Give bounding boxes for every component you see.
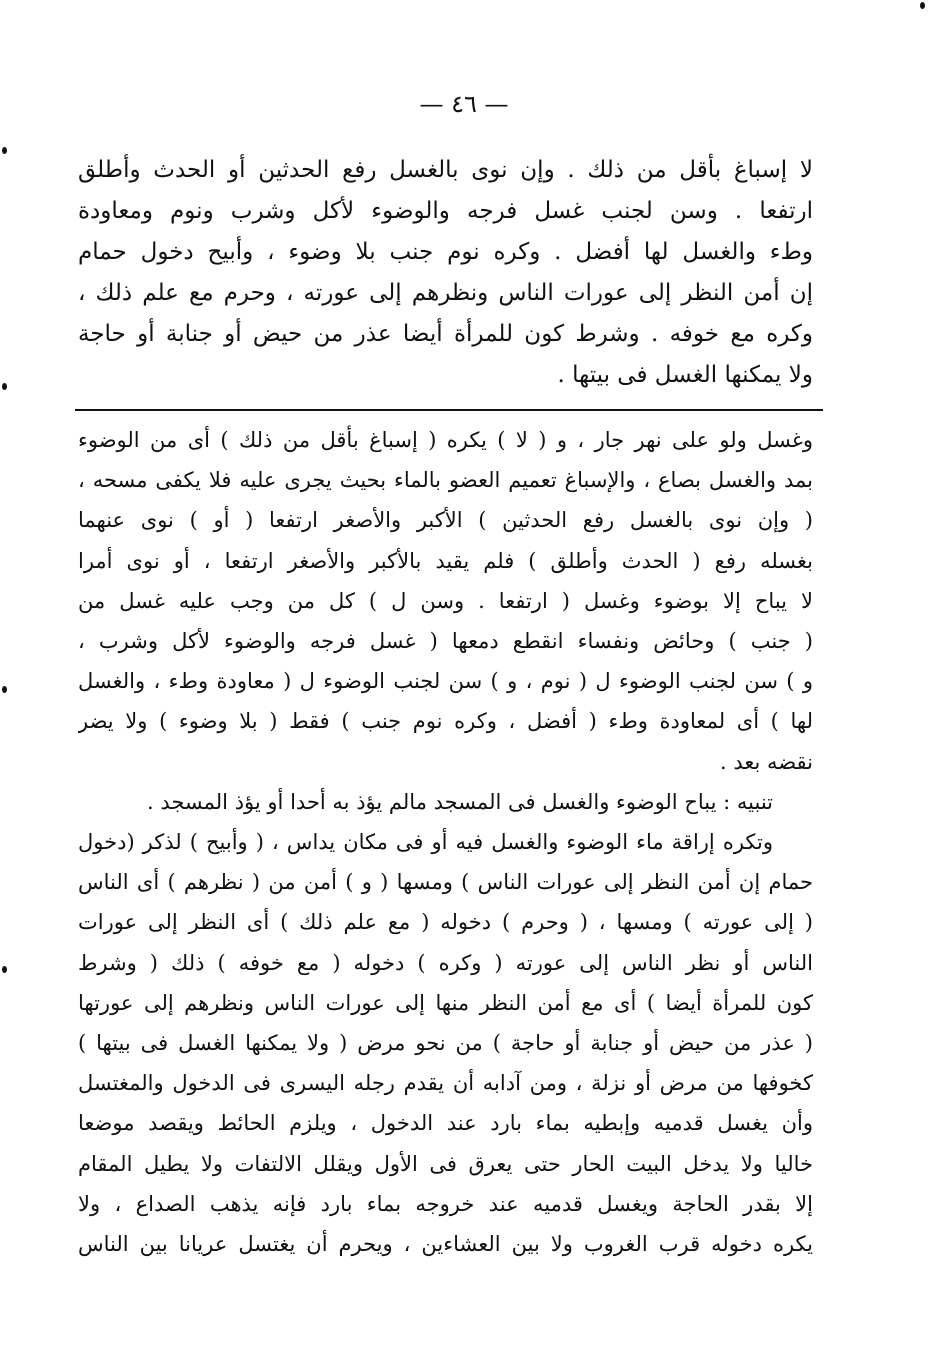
main-text-line: وطء والغسل لها أفضل . وكره نوم جنب بلا وضوء ، وأبيح دخول حمام	[78, 239, 813, 265]
commentary-line: وأن يغسل قدميه وإبطيه بماء بارد عند الدخول ، ويلزم الحائط ويقصد موضعا	[78, 1111, 813, 1136]
page-number: — ٤٦ —	[419, 90, 509, 118]
commentary-line: نقضه بعد .	[720, 749, 813, 774]
main-text-line: إن أمن النظر إلى عورات الناس ونظرهم إلى عورته ، وحرم مع علم ذلك ،	[78, 280, 813, 306]
commentary-line: خاليا ولا يدخل البيت الحار حتى يعرق فى الأول ويقلل الالتفات ولا يطيل المقام	[78, 1151, 813, 1176]
commentary-line: حمام إن أمن النظر إلى عورات الناس ) ومسها ( و ) أمن من ( نظرهم ) أى الناس	[78, 870, 813, 895]
commentary-line: و ) سن لجنب الوضوء ل ( نوم ، و ) سن لجنب الوضوء ل ( معاودة وطء ، والغسل	[78, 669, 813, 694]
main-text-line: وكره مع خوفه . وشرط كون للمرأة أيضا عذر من حيض أو جنابة أو حاجة	[78, 321, 813, 347]
commentary-line: لا يباح إلا بوضوء وغسل ( ارتفعا . وسن ل ) كل من وجب عليه غسل من	[78, 588, 813, 613]
commentary-line: كون للمرأة أيضا ) أى مع أمن النظر منها إلى عورات الناس ونظرهم إلى عورتها	[78, 990, 813, 1015]
main-text-block	[78, 150, 813, 396]
commentary-line: بمد والغسل بصاع ، والإسباغ تعميم العضو بالماء بحيث يجرى عليه فلا يكفى مسحه ،	[78, 468, 813, 493]
tanbih-note: تنبيه : يباح الوضوء والغسل فى المسجد مالم يؤذ به أحدا أو يؤذ المسجد .	[146, 789, 773, 814]
margin-mark	[920, 2, 925, 9]
commentary-line: وتكره إراقة ماء الوضوء والغسل فيه أو فى مكان يداس ، ( وأبيح ) لذكر (دخول	[78, 830, 773, 855]
commentary-line: إلا بقدر الحاجة ويغسل قدميه عند خروجه بماء بارد فإنه يذهب الصداع ، ولا	[78, 1191, 813, 1216]
main-text-line: ارتفعا . وسن لجنب غسل فرجه والوضوء لأكل وشرب ونوم ومعاودة	[78, 198, 813, 224]
commentary-line: الناس أو نظر الناس إلى عورته ( وكره ) دخوله ( مع خوفه ) ذلك ( وشرط	[78, 950, 813, 975]
main-text-line: ولا يمكنها الغسل فى بيتها .	[557, 362, 813, 388]
margin-mark	[2, 383, 7, 390]
margin-mark	[2, 966, 7, 973]
main-text-line: لا إسباغ بأقل من ذلك . وإن نوى بالغسل رفع الحدثين أو الحدث وأطلق	[78, 157, 813, 183]
commentary-line: ( إلى عورته ) ومسها ، ( وحرم ) دخوله ( مع علم ذلك ) أى النظر إلى عورات	[78, 910, 813, 935]
commentary-line: كخوفها من مرض أو نزلة ، ومن آدابه أن يقدم رجله اليسرى فى الدخول والمغتسل	[78, 1071, 813, 1096]
commentary-line: ( جنب ) وحائض ونفساء انقطع دمعها ( غسل فرجه والوضوء لأكل وشرب ،	[78, 629, 813, 654]
section-divider	[75, 409, 823, 411]
commentary-line: وغسل ولو على نهر جار ، و ( لا ) يكره ( إسباغ بأقل من ذلك ) أى من الوضوء	[78, 428, 813, 452]
margin-mark	[2, 147, 7, 154]
commentary-line: لها ) أى لمعاودة وطء ( أفضل ، وكره نوم جنب ) فقط ( بلا وضوء ) ولا يضر	[78, 709, 813, 734]
commentary-line: ( وإن نوى بالغسل رفع الحدثين ) الأكبر والأصغر ارتفعا ( أو ) نوى عنهما	[78, 508, 813, 533]
commentary-line: يكره دخوله قرب الغروب ولا بين العشاءين ، ويحرم أن يغتسل عريانا بين الناس	[78, 1232, 813, 1257]
commentary-line: ( عذر من حيض أو جنابة أو حاجة ) من نحو مرض ( ولا يمكنها الغسل فى بيتها )	[78, 1031, 813, 1056]
commentary-line: بغسله رفع ( الحدث وأطلق ) فلم يقيد بالأكبر والأصغر ارتفعا ، أو نوى أمرا	[78, 548, 813, 573]
commentary-block	[78, 420, 813, 1264]
margin-mark	[2, 686, 7, 693]
